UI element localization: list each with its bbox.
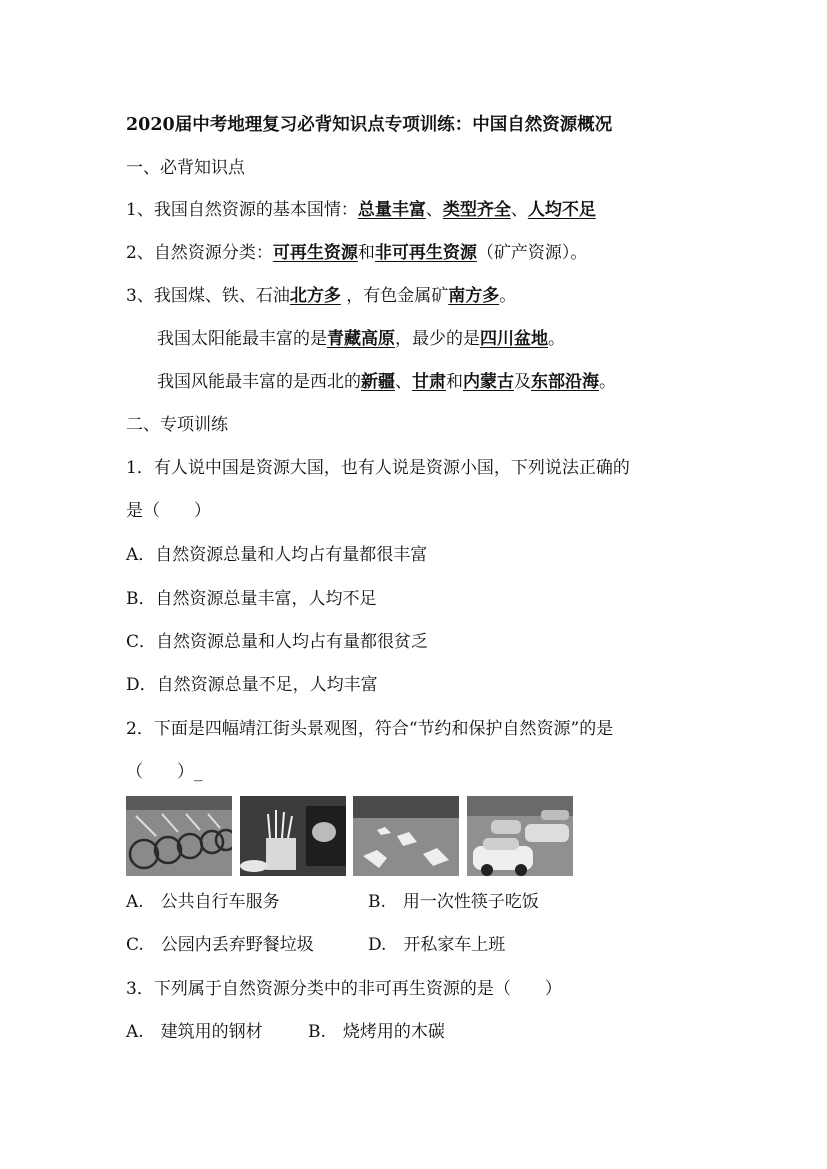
section-heading-practice: 二、专项训练	[126, 415, 228, 435]
q1-option-d: D．自然资源总量不足，人均丰富	[126, 675, 378, 695]
answer: 可再生资源	[272, 243, 358, 263]
text: ，有色金属矿	[340, 286, 449, 306]
page-title: 2020届中考地理复习必背知识点专项训练：中国自然资源概况	[126, 115, 613, 135]
answer: 南方多	[448, 286, 500, 306]
q2-option-d: D. 开私家车上班	[368, 935, 506, 955]
question-1-stem-cont: 是（ ）	[126, 501, 211, 521]
photo-private-cars	[467, 796, 573, 876]
q2-option-c: C. 公园内丢弃野餐垃圾	[126, 935, 314, 955]
question-2-stem: 2．下面是四幅靖江街头景观图，符合“节约和保护自然资源”的是	[126, 719, 614, 739]
knowledge-point-solar	[157, 327, 565, 351]
answer: 北方多	[289, 286, 341, 306]
answer: 内蒙古	[463, 372, 514, 392]
answer: 甘肃	[412, 372, 446, 392]
question-2-stem-cont: （ ）_	[126, 762, 203, 782]
text: （矿产资源）。	[476, 243, 588, 263]
knowledge-point-wind	[157, 370, 616, 394]
knowledge-point-2	[126, 241, 587, 265]
q1-option-a: A．自然资源总量和人均占有量都很丰富	[126, 545, 428, 565]
photo-disposable-chopsticks	[240, 796, 346, 876]
question-3-stem: 3．下列属于自然资源分类中的非可再生资源的是（ ）	[126, 979, 562, 999]
q3-option-b: B. 烧烤用的木碳	[308, 1022, 445, 1042]
text: 及	[514, 372, 531, 392]
text: 和	[357, 243, 375, 263]
text: 我国太阳能最丰富的是	[157, 329, 327, 349]
text: 、	[395, 372, 412, 392]
q2-option-a: A. 公共自行车服务	[126, 892, 280, 912]
answer: 青藏高原	[327, 329, 395, 349]
text: 3、我国煤、铁、石油	[126, 286, 290, 306]
answer: 类型齐全	[442, 200, 511, 220]
text: 。	[548, 329, 565, 349]
knowledge-point-3	[126, 284, 516, 308]
knowledge-point-1	[126, 198, 596, 222]
photo-picnic-litter	[353, 796, 459, 876]
text: 和	[446, 372, 463, 392]
q2-option-b: B. 用一次性筷子吃饭	[368, 892, 539, 912]
answer: 东部沿海	[531, 372, 599, 392]
q1-option-b: B．自然资源总量丰富，人均不足	[126, 589, 377, 609]
answer: 人均不足	[527, 200, 596, 220]
text: 、	[510, 200, 528, 220]
q3-option-a: A. 建筑用的钢材	[126, 1022, 263, 1042]
text: 。	[499, 286, 517, 306]
text: 2、自然资源分类：	[126, 243, 273, 263]
question-1-stem: 1．有人说中国是资源大国，也有人说是资源小国，下列说法正确的	[126, 458, 630, 478]
photo-public-bicycles	[126, 796, 232, 876]
answer: 非可再生资源	[374, 243, 477, 263]
text: 1、我国自然资源的基本国情：	[126, 200, 358, 220]
text: 、	[425, 200, 443, 220]
answer: 总量丰富	[357, 200, 426, 220]
section-heading-knowledge: 一、必背知识点	[126, 158, 245, 178]
answer: 新疆	[361, 372, 395, 392]
q1-option-c: C．自然资源总量和人均占有量都很贫乏	[126, 632, 429, 652]
text: 。	[599, 372, 616, 392]
answer: 四川盆地	[480, 329, 548, 349]
text: 我国风能最丰富的是西北的	[157, 372, 361, 392]
text: ，最少的是	[395, 329, 480, 349]
